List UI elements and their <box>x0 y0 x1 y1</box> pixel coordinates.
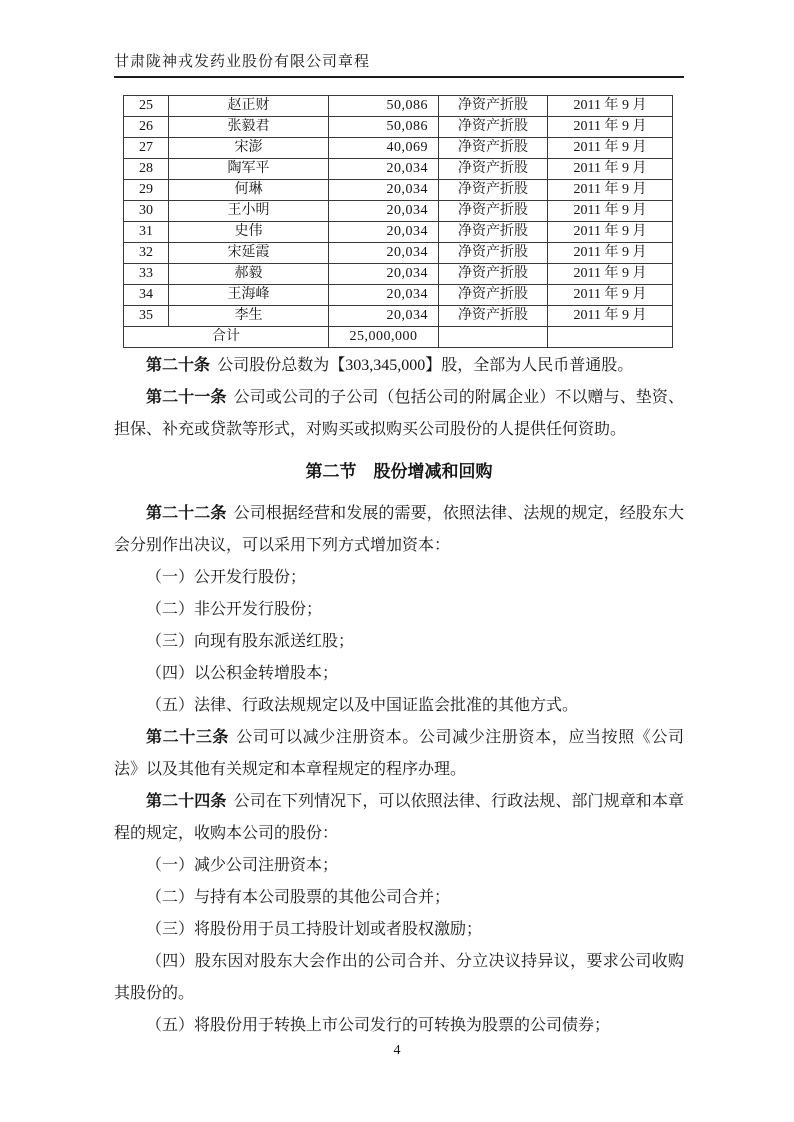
article-paragraph <box>114 722 684 786</box>
article-number: 第二十条 <box>146 357 211 374</box>
shareholder-row <box>124 306 673 327</box>
cell-date: 2011 年 9 月 <box>548 243 673 264</box>
cell-name: 王小明 <box>169 201 329 222</box>
document-header <box>114 52 684 78</box>
cell-no: 31 <box>124 222 169 243</box>
shareholder-row <box>124 285 673 306</box>
cell-name: 宋澎 <box>169 138 329 159</box>
cell-no: 28 <box>124 159 169 180</box>
cell-method: 净资产折股 <box>439 285 548 306</box>
cell-shares: 20,034 <box>329 264 439 285</box>
list-item: （五）将股份用于转换上市公司发行的可转换为股票的公司债券； <box>146 1017 611 1034</box>
cell-method: 净资产折股 <box>439 306 548 327</box>
article-text: 公司或公司的子公司（包括公司的附属企业）不以赠与、垫资、担保、补充或贷款等形式，对购买或拟购买公司股份的人提供任何资助。 <box>114 389 684 438</box>
list-item: （四）股东因对股东大会作出的公司合并、分立决议持异议，要求公司收购其股份的。 <box>114 953 684 1002</box>
cell-method: 净资产折股 <box>439 159 548 180</box>
shareholder-row <box>124 180 673 201</box>
shareholder-row <box>124 96 673 117</box>
cell-shares: 20,034 <box>329 180 439 201</box>
cell-method: 净资产折股 <box>439 138 548 159</box>
cell-shares: 40,069 <box>329 138 439 159</box>
list-item: （五）法律、行政法规规定以及中国证监会批准的其他方式。 <box>146 697 579 714</box>
cell-shares: 20,034 <box>329 306 439 327</box>
cell-no: 33 <box>124 264 169 285</box>
shareholder-row <box>124 201 673 222</box>
list-item: （三）将股份用于员工持股计划或者股权激励； <box>146 921 483 938</box>
shareholder-row <box>124 117 673 138</box>
shareholder-row <box>124 138 673 159</box>
article-paragraph <box>114 498 684 562</box>
article-text: 公司股份总数为【303,345,000】股，全部为人民币普通股。 <box>217 357 634 374</box>
cell-method: 净资产折股 <box>439 264 548 285</box>
article-paragraph <box>114 350 684 382</box>
cell-no: 35 <box>124 306 169 327</box>
cell-no: 30 <box>124 201 169 222</box>
header-title: 甘肃陇神戎发药业股份有限公司章程 <box>114 54 371 70</box>
cell-date: 2011 年 9 月 <box>548 159 673 180</box>
cell-name: 李生 <box>169 306 329 327</box>
list-item: （一）公开发行股份； <box>146 569 307 586</box>
shareholder-row <box>124 159 673 180</box>
cell-shares: 20,034 <box>329 201 439 222</box>
cell-name: 宋延霞 <box>169 243 329 264</box>
list-item: （二）非公开发行股份； <box>146 601 323 618</box>
article-number: 第二十四条 <box>146 793 227 810</box>
cell-date: 2011 年 9 月 <box>548 285 673 306</box>
cell-shares: 50,086 <box>329 96 439 117</box>
cell-name: 郝毅 <box>169 264 329 285</box>
shareholder-row <box>124 264 673 285</box>
cell-no: 29 <box>124 180 169 201</box>
cell-date: 2011 年 9 月 <box>548 306 673 327</box>
cell-method: 净资产折股 <box>439 243 548 264</box>
cell-empty <box>548 327 673 348</box>
cell-name: 史伟 <box>169 222 329 243</box>
cell-name: 张毅君 <box>169 117 329 138</box>
article-text: 公司根据经营和发展的需要，依照法律、法规的规定，经股东大会分别作出决议，可以采用下列方式增加资本： <box>114 505 684 554</box>
article-text: 公司可以减少注册资本。公司减少注册资本，应当按照《公司法》以及其他有关规定和本章程规定的程序办理。 <box>114 729 684 778</box>
shareholder-row <box>124 243 673 264</box>
cell-date: 2011 年 9 月 <box>548 264 673 285</box>
cell-no: 26 <box>124 117 169 138</box>
list-item: （一）减少公司注册资本； <box>146 857 339 874</box>
article-number: 第二十二条 <box>146 505 227 522</box>
table-total-row <box>124 327 673 348</box>
cell-date: 2011 年 9 月 <box>548 180 673 201</box>
page-footer <box>0 1044 794 1058</box>
section-heading: 第二节 股份增减和回购 <box>305 462 493 481</box>
shareholder-table <box>123 95 673 348</box>
list-item: （四）以公积金转增股本； <box>146 665 339 682</box>
cell-date: 2011 年 9 月 <box>548 96 673 117</box>
article-paragraph <box>114 382 684 446</box>
cell-name: 王海峰 <box>169 285 329 306</box>
cell-shares: 20,034 <box>329 222 439 243</box>
cell-date: 2011 年 9 月 <box>548 138 673 159</box>
cell-method: 净资产折股 <box>439 96 548 117</box>
cell-shares: 20,034 <box>329 285 439 306</box>
cell-no: 32 <box>124 243 169 264</box>
cell-name: 赵正财 <box>169 96 329 117</box>
cell-shares: 20,034 <box>329 159 439 180</box>
cell-name: 何琳 <box>169 180 329 201</box>
cell-no: 27 <box>124 138 169 159</box>
article-text: 公司在下列情况下，可以依照法律、行政法规、部门规章和本章程的规定，收购本公司的股份： <box>114 793 684 842</box>
cell-no: 34 <box>124 285 169 306</box>
cell-date: 2011 年 9 月 <box>548 117 673 138</box>
cell-shares: 50,086 <box>329 117 439 138</box>
cell-method: 净资产折股 <box>439 201 548 222</box>
cell-shares: 20,034 <box>329 243 439 264</box>
cell-no: 25 <box>124 96 169 117</box>
article-number: 第二十一条 <box>146 389 227 406</box>
cell-date: 2011 年 9 月 <box>548 201 673 222</box>
cell-method: 净资产折股 <box>439 180 548 201</box>
shareholder-table-body <box>124 96 673 348</box>
total-label: 合计 <box>124 327 329 348</box>
cell-empty <box>439 327 548 348</box>
article-paragraph <box>114 786 684 850</box>
cell-method: 净资产折股 <box>439 222 548 243</box>
total-shares: 25,000,000 <box>329 327 439 348</box>
page-number: 4 <box>393 1043 401 1058</box>
document-body <box>114 350 684 1042</box>
cell-method: 净资产折股 <box>439 117 548 138</box>
article-number: 第二十三条 <box>146 729 230 746</box>
cell-date: 2011 年 9 月 <box>548 222 673 243</box>
list-item: （三）向现有股东派送红股； <box>146 633 355 650</box>
cell-name: 陶军平 <box>169 159 329 180</box>
shareholder-row <box>124 222 673 243</box>
list-item: （二）与持有本公司股票的其他公司合并； <box>146 889 451 906</box>
